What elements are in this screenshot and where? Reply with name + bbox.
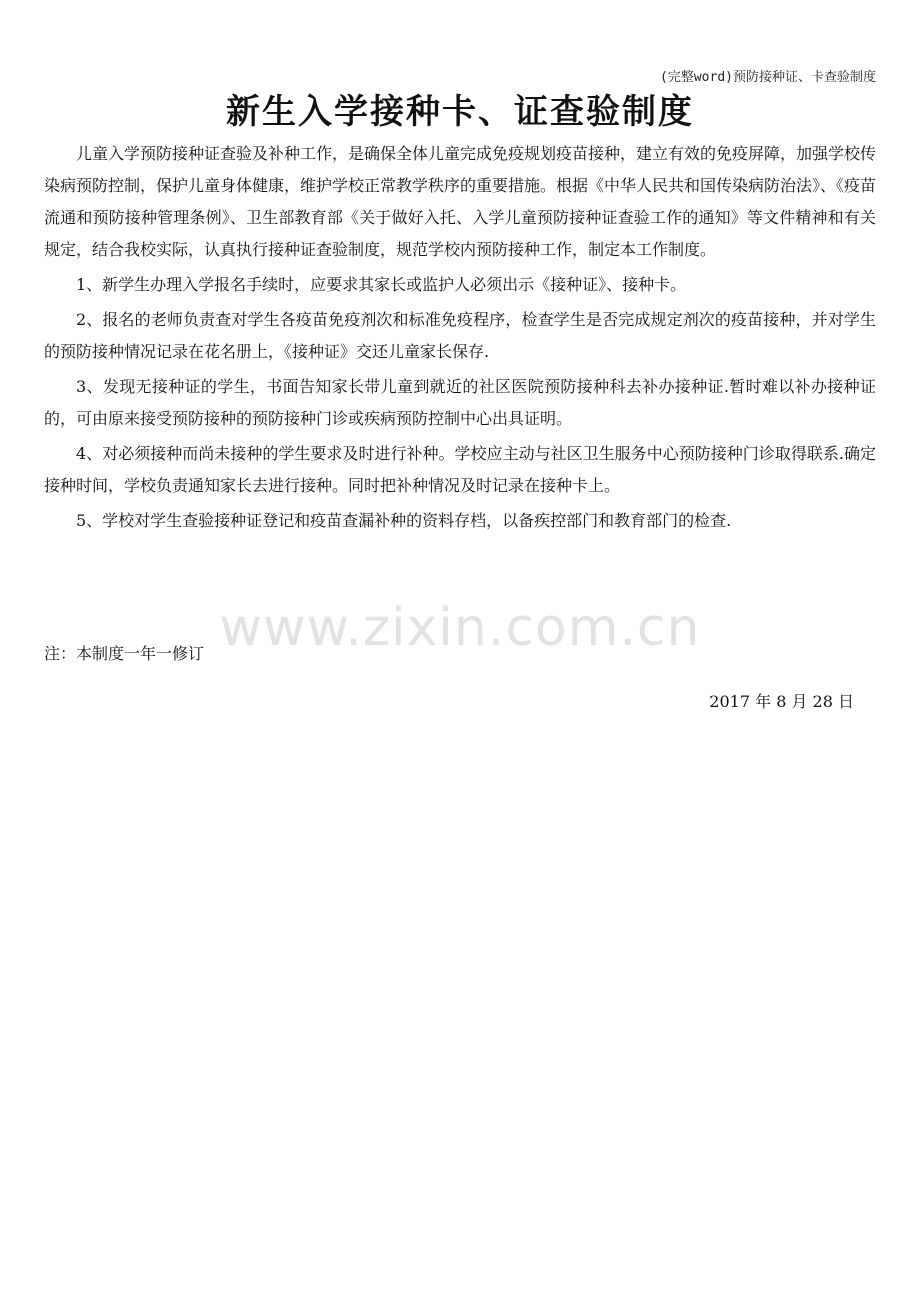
rule-item-2: 2、报名的老师负责查对学生各疫苗免疫剂次和标准免疫程序，检查学生是否完成规定剂次的疫苗接种，并对学生的预防接种情况记录在花名册上，《接种证》交还儿童家长保存. [44,310,876,361]
watermark: www.zixin.com.cn [219,598,701,658]
rule-item-1: 1、新学生办理入学报名手续时，应要求其家长或监护人必须出示《接种证》、接种卡。 [76,275,687,294]
document-body [44,138,876,537]
document-title: 新生入学接种卡、证查验制度 [226,92,694,132]
footnote: 注：本制度一年一修订 [44,644,205,663]
intro-paragraph: 儿童入学预防接种证查验及补种工作，是确保全体儿童完成免疫规划疫苗接种，建立有效的免疫屏障，加强学校传染病预防控制，保护儿童身体健康，维护学校正常教学秩序的重要措施。根据《中华人民共和国传染病防治法》、《疫苗流通和预防接种管理条例》、卫生部教育部《关于做好入托、入学儿童预防接种证查验工作的通知》等文件精神和有关规定，结合我校实际，认真执行接种证查验制度，规范学校内预防接种工作，制定本工作制度。 [44,144,877,259]
rule-item-4: 4、对必须接种而尚未接种的学生要求及时进行补种。学校应主动与社区卫生服务中心预防接种门诊取得联系.确定接种时间，学校负责通知家长去进行接种。同时把补种情况及时记录在接种卡上。 [44,444,876,495]
header-note: (完整word)预防接种证、卡查验制度 [660,70,876,85]
rule-item-3: 3、发现无接种证的学生，书面告知家长带儿童到就近的社区医院预防接种科去补办接种证.暂时难以补办接种证的，可由原来接受预防接种的预防接种门诊或疾病预防控制中心出具证明。 [44,377,876,428]
document-date: 2017 年 8 月 28 日 [709,692,854,711]
rule-item-5: 5、学校对学生查验接种证登记和疫苗查漏补种的资料存档，以备疾控部门和教育部门的检查. [76,511,732,530]
